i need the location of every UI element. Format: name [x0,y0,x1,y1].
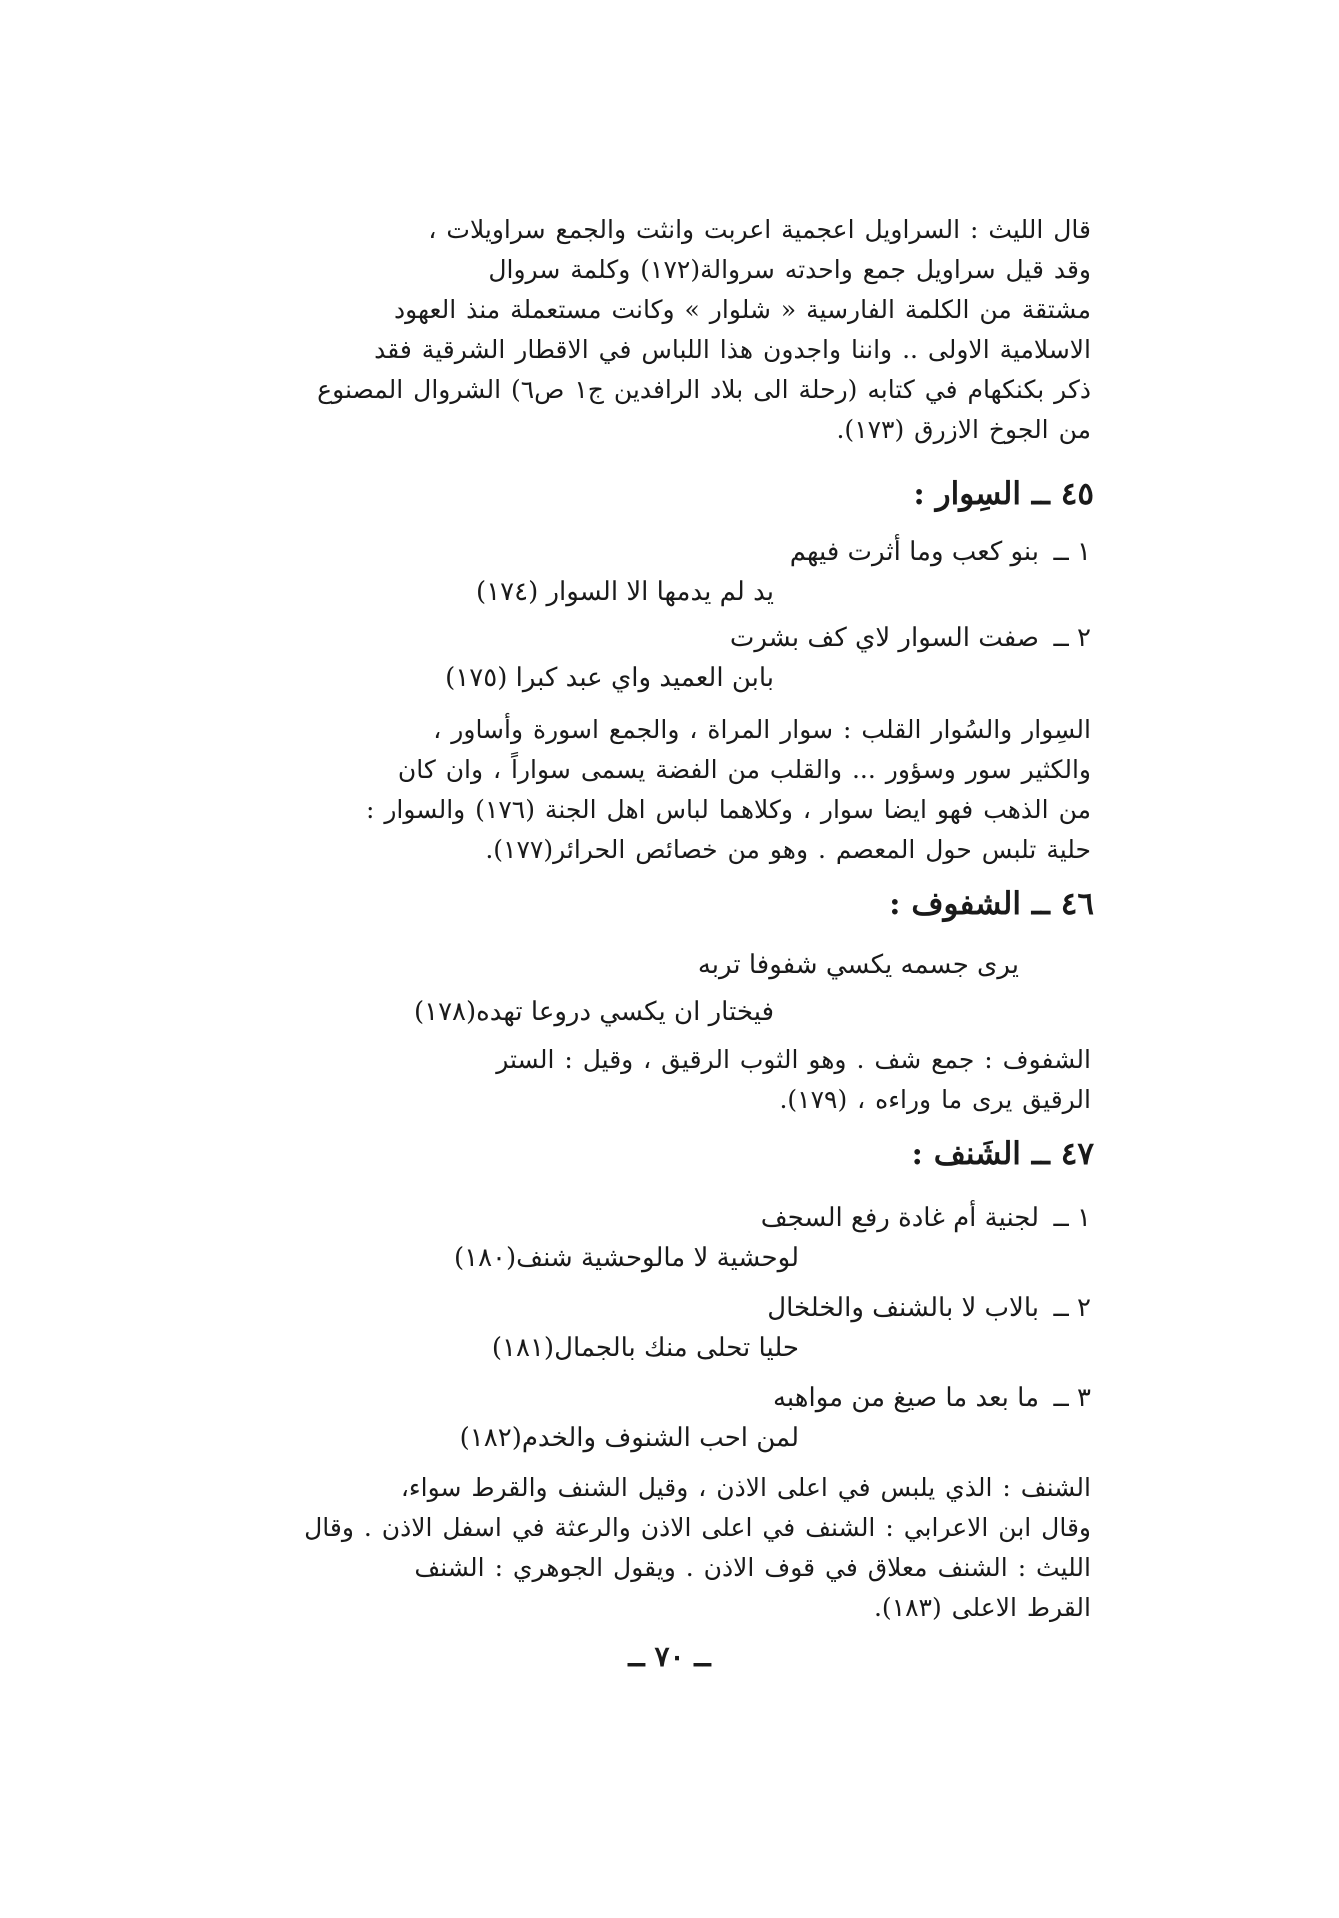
paragraph-siwar [222,710,1091,870]
section-heading-45: ٤٥ ــ السِوار : [913,476,1094,512]
verse-line: بنو كعب وما أثرت فيهم [789,537,1039,567]
page-number: ــ ٧٠ ــ [628,1640,711,1673]
verse-number: ١ ــ [1053,537,1091,567]
paragraph-shanf [222,1468,1091,1628]
text-line: والكثير سور وسؤور ... والقلب من الفضة يسمى سواراً ، وان كان [397,755,1091,784]
text-line: وقد قيل سراويل جمع واحدته سروالة(١٧٢) وكلمة سروال [488,255,1091,284]
text-line: الشنف : الذي يلبس في اعلى الاذن ، وقيل الشنف والقرط سواء، [400,1473,1091,1502]
verse-line: بابن العميد واي عبد كبرا (١٧٥) [445,663,774,693]
text-line: قال الليث : السراويل اعجمية اعربت وانثت والجمع سراويلات ، [428,215,1091,244]
verse-line: بالاب لا بالشنف والخلخال [767,1293,1039,1323]
text-line: الاسلامية الاولى .. واننا واجدون هذا اللباس في الاقطار الشرقية فقد [374,335,1091,364]
text-line: الليث : الشنف معلاق في قوف الاذن . ويقول الجوهري : الشنف [414,1553,1091,1582]
paragraph-shufuf [222,1040,1091,1120]
verse-number: ٣ ــ [1053,1383,1091,1413]
text-line: السِوار والسُوار القلب : سوار المراة ، والجمع اسورة وأساور ، [433,715,1091,744]
text-line: حلية تلبس حول المعصم . وهو من خصائص الحرائر(١٧٧). [485,835,1091,864]
text-line: من الجوخ الازرق (١٧٣). [836,415,1091,444]
verse-line: يرى جسمه يكسي شفوفا تربه [697,950,1019,980]
verse-line: يد لم يدمها الا السوار (١٧٤) [476,577,774,607]
verse-line: لوحشية لا مالوحشية شنف(١٨٠) [453,1243,799,1273]
verse-line: لمن احب الشنوف والخدم(١٨٢) [459,1423,799,1453]
verse-number: ٢ ــ [1053,623,1091,653]
verse-line: صفت السوار لاي كف بشرت [729,623,1039,653]
verse-line: ما بعد ما صيغ من مواهبه [772,1383,1039,1413]
paragraph-sirwal [222,210,1091,450]
text-line: وقال ابن الاعرابي : الشنف في اعلى الاذن والرعثة في اسفل الاذن . وقال [304,1513,1091,1542]
text-line: مشتقة من الكلمة الفارسية « شلوار » وكانت مستعملة منذ العهود [393,295,1091,324]
verse-line: حليا تحلى منك بالجمال(١٨١) [491,1333,799,1363]
text-line: الشفوف : جمع شف . وهو الثوب الرقيق ، وقيل : الستر [496,1045,1091,1074]
verse-line: فيختار ان يكسي دروعا تهده(١٧٨) [413,997,774,1027]
verse-line: لجنية أم غادة رفع السجف [760,1203,1039,1233]
verse-number: ٢ ــ [1053,1293,1091,1323]
text-line: من الذهب فهو ايضا سوار ، وكلاهما لباس اهل الجنة (١٧٦) والسوار : [365,795,1091,824]
verse-number: ١ ــ [1053,1203,1091,1233]
text-line: القرط الاعلى (١٨٣). [873,1593,1091,1622]
section-heading-47: ٤٧ ــ الشَنف : [911,1136,1094,1172]
text-line: الرقيق يرى ما وراءه ، (١٧٩). [779,1085,1091,1114]
section-heading-46: ٤٦ ــ الشفوف : [889,886,1094,922]
text-line: ذكر بكنكهام في كتابه (رحلة الى بلاد الرافدين ج١ ص٦) الشروال المصنوع [317,375,1091,404]
